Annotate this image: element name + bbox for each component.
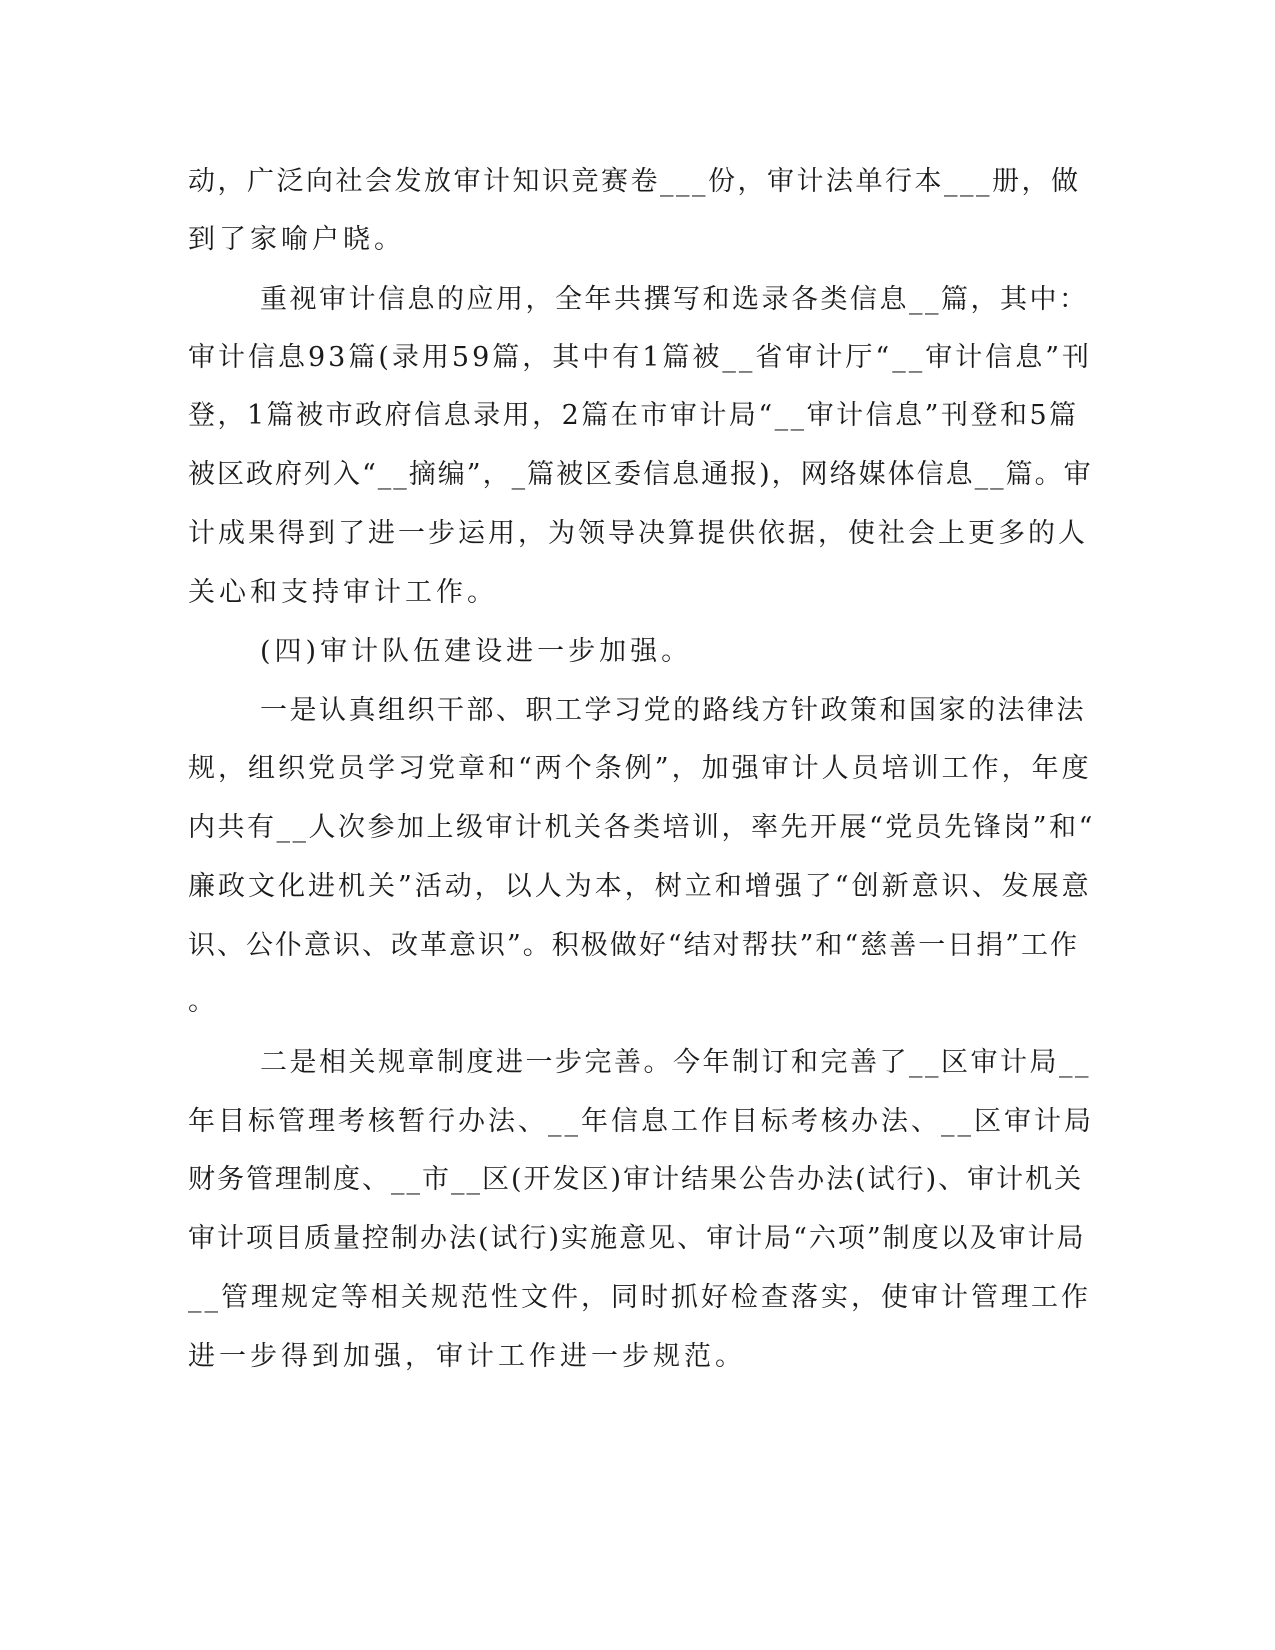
text-line: 内共有__人次参加上级审计机关各类培训，率先开展“党员先锋岗”和“: [188, 812, 1095, 843]
text-line: 计成果得到了进一步运用，为领导决算提供依据，使社会上更多的人: [188, 518, 1088, 549]
text-line: 登，1篇被市政府信息录用，2篇在市审计局“__审计信息”刊登和5篇: [188, 400, 1079, 431]
text-line: 。: [188, 986, 219, 1017]
text-line: 动，广泛向社会发放审计知识竞赛卷___份，审计法单行本___册，做: [188, 166, 1081, 197]
text-line: 审计项目质量控制办法(试行)实施意见、审计局“六项”制度以及审计局: [188, 1223, 1086, 1254]
text-line: 被区政府列入“__摘编”，_篇被区委信息通报)，网络媒体信息__篇。审: [188, 459, 1093, 490]
paragraph-start-line: 重视审计信息的应用，全年共撰写和选录各类信息__篇，其中：: [260, 284, 1089, 315]
text-line: 关心和支持审计工作。: [188, 577, 498, 608]
text-line: 廉政文化进机关”活动，以人为本，树立和增强了“创新意识、发展意: [188, 871, 1092, 902]
text-line: 年目标管理考核暂行办法、__年信息工作目标考核办法、__区审计局: [188, 1106, 1094, 1137]
paragraph-start-line: 二是相关规章制度进一步完善。今年制订和完善了__区审计局__: [260, 1047, 1091, 1078]
text-line: 到了家喻户晓。: [188, 224, 405, 255]
text-line: 进一步得到加强，审计工作进一步规范。: [188, 1341, 746, 1372]
text-line: __管理规定等相关规范性文件，同时抓好检查落实，使审计管理工作: [188, 1282, 1091, 1313]
text-line: 识、公仆意识、改革意识”。积极做好“结对帮扶”和“慈善一日捐”工作: [188, 930, 1080, 961]
text-line: 规，组织党员学习党章和“两个条例”，加强审计人员培训工作，年度: [188, 753, 1092, 784]
text-line: 审计信息93篇(录用59篇，其中有1篇被__省审计厅“__审计信息”刊: [188, 342, 1093, 373]
text-line: 财务管理制度、__市__区(开发区)审计结果公告办法(试行)、审计机关: [188, 1164, 1084, 1195]
paragraph-start-line: 一是认真组织干部、职工学习党的路线方针政策和国家的法律法: [260, 695, 1086, 726]
section-heading: (四)审计队伍建设进一步加强。: [260, 636, 693, 667]
